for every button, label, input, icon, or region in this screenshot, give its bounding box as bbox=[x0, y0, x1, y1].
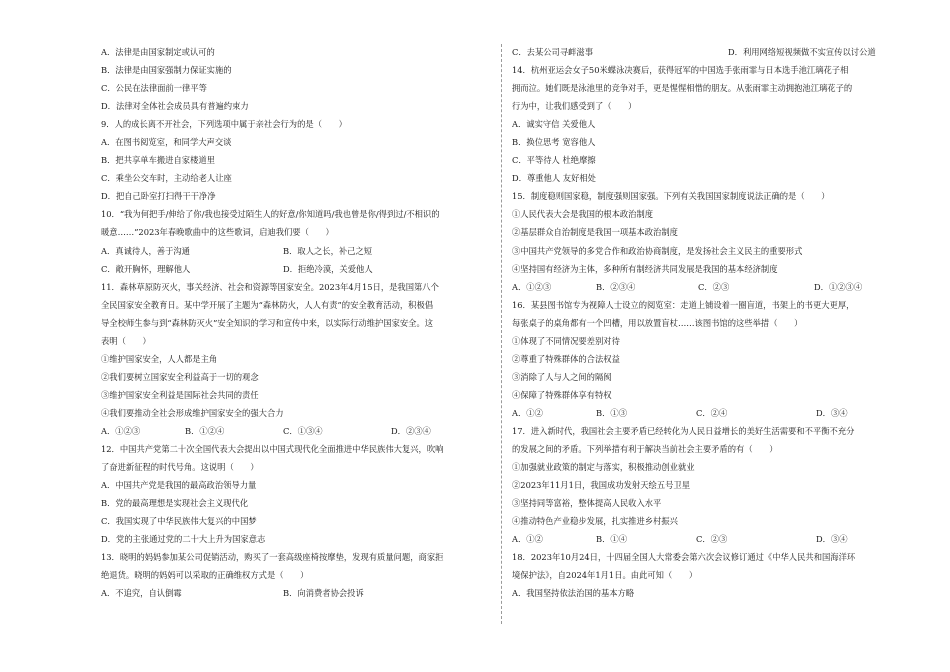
text-line: ②基层群众自治制度是我国一项基本政治制度 bbox=[512, 227, 678, 238]
option-a: C．敞开胸怀，理解他人 bbox=[101, 263, 191, 274]
text-line: 境保护法》，自2024年1月1日。由此可知（ ） bbox=[512, 570, 698, 581]
option-b: D．拒绝冷漠，关爱他人 bbox=[283, 263, 373, 274]
option-a: A．不追究，自认倒霉 bbox=[101, 588, 182, 599]
text-line: ④我们要推动全社会形成维护国家安全的强大合力 bbox=[101, 407, 284, 418]
text-line: 行为中，让我们感受到了（ ） bbox=[512, 101, 637, 112]
option-row bbox=[101, 242, 490, 260]
option-d: D．①②③④ bbox=[814, 281, 863, 292]
text-line: D．把自己卧室打扫得干干净净 bbox=[101, 191, 216, 202]
text-line: A．在图书阅览室，和同学大声交谈 bbox=[101, 137, 232, 148]
text-line: 16．某县图书馆专为视障人士设立的阅览室：走道上铺设着一圈盲道，书架上的书更大更厚， bbox=[512, 299, 855, 310]
option-a: A．①② bbox=[512, 407, 543, 418]
option-row bbox=[101, 260, 490, 278]
option-b: B．取人之长，补己之短 bbox=[283, 245, 373, 256]
text-line: B．党的最高理想是实现社会主义现代化 bbox=[101, 498, 249, 509]
text-line: ①加强就业政策的制定与落实，积极推动创业就业 bbox=[512, 462, 695, 473]
option-c: C．①③④ bbox=[283, 425, 323, 436]
text-line: ④保障了特殊群体享有特权 bbox=[512, 389, 612, 400]
text-line: 全民国家安全教育日。某中学开展了主题为“森林防火，人人有责”的安全教育活动，积极倡 bbox=[101, 299, 434, 310]
column-divider bbox=[501, 44, 502, 624]
text-line: D．尊重他人 友好相处 bbox=[512, 173, 596, 184]
text-line: ①体现了不同情况要差别对待 bbox=[512, 335, 620, 346]
option-b: B．②③④ bbox=[596, 281, 636, 292]
text-line: 11．森林草原防灭火，事关经济、社会和资源等国家安全。2023年4月15日，是我国第八个 bbox=[101, 281, 439, 292]
option-b: B．①③ bbox=[596, 407, 627, 418]
option-b: B．①②④ bbox=[185, 425, 225, 436]
text-line: ④推动特色产业稳步发展，扎实推进乡村振兴 bbox=[512, 516, 678, 527]
text-line: 13．晓明的妈妈参加某公司促销活动，购买了一套高级座椅按摩垫，发现有质量问题，商家拒 bbox=[101, 552, 444, 563]
text-line: ②2023年11月1日，我国成功发射天绘五号卫星 bbox=[512, 480, 690, 491]
text-line: C．平等待人 杜绝摩擦 bbox=[512, 155, 596, 166]
option-a: A．①② bbox=[512, 534, 543, 545]
text-line: 14．杭州亚运会女子50米蝶泳决赛后，获得冠军的中国选手张雨霏与日本选手池江璃花子相 bbox=[512, 65, 849, 76]
text-line: 拥而泣。她们既是泳池里的竞争对手，更是惺惺相惜的朋友。从张雨霏主动拥抱池江璃花子的 bbox=[512, 83, 853, 94]
text-line: 15．制度稳则国家稳，制度强则国家强。下列有关我国国家制度说法正确的是（ ） bbox=[512, 191, 830, 202]
text-line: D．法律对全体社会成员具有普遍约束力 bbox=[101, 101, 249, 112]
option-row bbox=[512, 530, 907, 548]
option-row bbox=[512, 404, 907, 422]
text-line: 表明（ ） bbox=[101, 335, 151, 346]
text-line: ②尊重了特殊群体的合法权益 bbox=[512, 353, 620, 364]
text-line: 每张桌子的桌角都有一个凹槽，用以放置盲杖……该图书馆的这些举措（ ） bbox=[512, 317, 803, 328]
text-line: 12．中国共产党第二十次全国代表大会提出以中国式现代化全面推进中华民族伟大复兴，吹响 bbox=[101, 444, 444, 455]
option-d: D．③④ bbox=[816, 407, 848, 418]
text-line: B．换位思考 宽容他人 bbox=[512, 137, 596, 148]
text-line: C．公民在法律面前一律平等 bbox=[101, 83, 207, 94]
option-b: B．①④ bbox=[596, 534, 627, 545]
left-column bbox=[101, 43, 490, 602]
option-a: A．①②③ bbox=[101, 425, 141, 436]
text-line: 的发展之间的矛盾。下列举措有利于解决当前社会主要矛盾的有（ ） bbox=[512, 444, 778, 455]
text-line: 暖意……”2023年春晚歌曲中的这些歌词，启迪我们要（ ） bbox=[101, 227, 334, 238]
text-line: 导全校师生参与到“森林防灭火”安全知识的学习和宣传中来，以实际行动维护国家安全。这 bbox=[101, 317, 434, 328]
option-row bbox=[101, 422, 490, 440]
text-line: A．诚实守信 关爱他人 bbox=[512, 119, 596, 130]
text-line: 17．进入新时代，我国社会主要矛盾已经转化为人民日益增长的美好生活需要和不平衡不充分 bbox=[512, 425, 855, 436]
right-column bbox=[512, 43, 907, 602]
option-row bbox=[512, 43, 907, 61]
option-c: C．②③ bbox=[696, 534, 728, 545]
text-line: 18．2023年10月24日，十四届全国人大常委会第六次会议修订通过《中华人民共和国海洋环 bbox=[512, 552, 856, 563]
text-line: A．法律是由国家制定或认可的 bbox=[101, 47, 215, 57]
text-line: B．把共享单车搬进自家楼道里 bbox=[101, 155, 215, 166]
option-d: D．③④ bbox=[816, 534, 848, 545]
text-line: A．中国共产党是我国的最高政治领导力量 bbox=[101, 480, 257, 491]
text-line: D．党的主张通过党的二十大上升为国家意志 bbox=[101, 534, 266, 545]
text-line: A．我国坚持依法治国的基本方略 bbox=[512, 588, 635, 599]
text-line: B．法律是由国家强制力保证实施的 bbox=[101, 65, 232, 76]
text-line: ③坚持同等富裕，整体提高人民收入水平 bbox=[512, 498, 662, 509]
text-line: ③消除了人与人之间的隔阂 bbox=[512, 371, 612, 382]
text-line: 了奋进新征程的时代号角。这说明（ ） bbox=[101, 462, 259, 473]
option-a: A．真诚待人，善于沟通 bbox=[101, 245, 190, 256]
text-line: ③中国共产党领导的多党合作和政治协商制度，是发扬社会主义民主的重要形式 bbox=[512, 245, 803, 256]
text-line: ①人民代表大会是我国的根本政治制度 bbox=[512, 209, 654, 220]
text-line: ④坚持国有经济为主体，多种所有制经济共同发展是我国的基本经济制度 bbox=[512, 263, 778, 274]
text-line: C．乘坐公交车时，主动给老人让座 bbox=[101, 173, 232, 184]
text-line: 绝退货。晓明的妈妈可以采取的正确维权方式是（ ） bbox=[101, 570, 309, 581]
text-line: ①维护国家安全，人人都是主角 bbox=[101, 353, 218, 364]
text-line: ②我们要树立国家安全利益高于一切的观念 bbox=[101, 371, 259, 382]
option-c: C．②③ bbox=[698, 281, 730, 292]
text-line: 9．人的成长离不开社会，下列选项中属于亲社会行为的是（ ） bbox=[101, 119, 347, 130]
text-line: C．我国实现了中华民族伟大复兴的中国梦 bbox=[101, 516, 257, 527]
option-b: D．利用网络短视频做不实宣传以讨公道 bbox=[728, 47, 876, 57]
option-row bbox=[512, 278, 907, 296]
option-c: C．②④ bbox=[696, 407, 728, 418]
text-line: 10．“我为何把手/伸给了你/我也接受过陌生人的好意/你知道吗/我也曾是你/得到过/不相识的 bbox=[101, 209, 440, 220]
option-d: D．②③④ bbox=[391, 425, 431, 436]
option-a: A．①②③ bbox=[512, 281, 552, 292]
option-b: B．向消费者协会投诉 bbox=[283, 588, 364, 599]
option-a: C．去某公司寻衅滋事 bbox=[512, 47, 594, 57]
option-row bbox=[101, 584, 490, 602]
text-line: ③维护国家安全利益是国际社会共同的责任 bbox=[101, 389, 259, 400]
